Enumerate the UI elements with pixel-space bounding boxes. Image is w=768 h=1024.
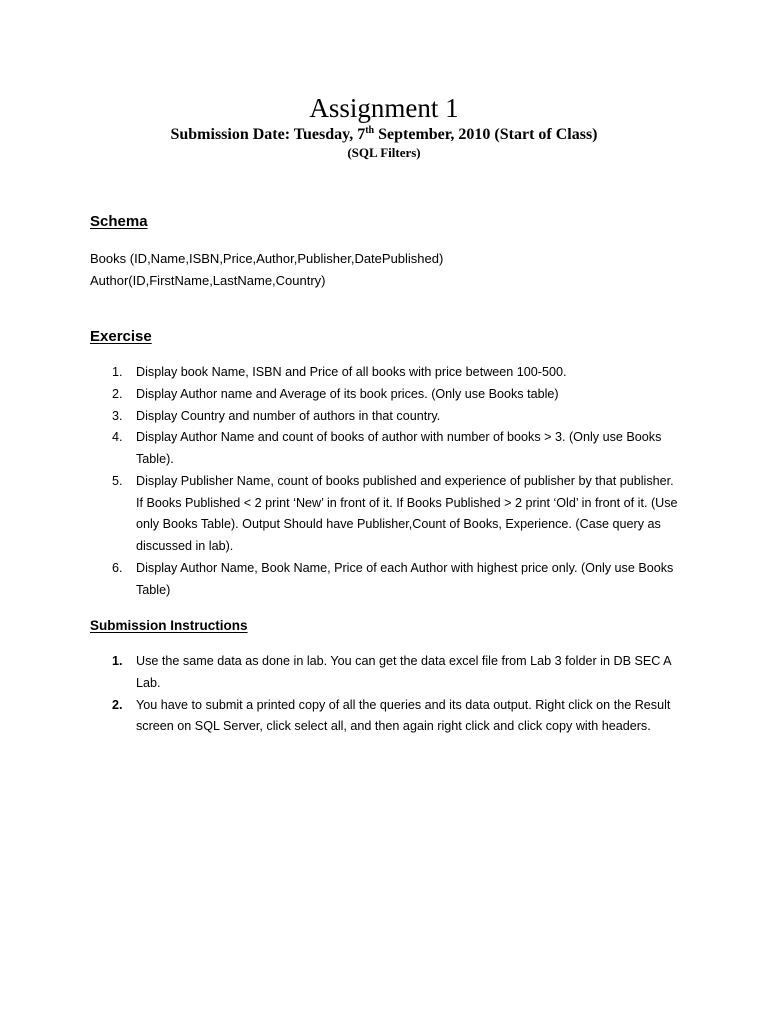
submission-date: [0, 124, 768, 146]
exercise-item: [0, 362, 682, 384]
exercise-item-number: 2.: [112, 386, 123, 401]
submission-date-prefix: Submission Date: Tuesday, 7: [170, 126, 366, 143]
submission-item-text: You have to submit a printed copy of all the queries and its data output. Right click on the Result screen on SQL Server, click select all, and then again right click and click copy with headers.: [136, 697, 671, 734]
submission-heading: Submission Instructions: [90, 618, 248, 633]
exercise-item-number: 3.: [112, 408, 123, 423]
exercise-list: [0, 362, 768, 601]
exercise-item-text: Display Publisher Name, count of books published and experience of publisher by that publisher. If Books Published < 2 print ‘New’ in front of it. If Books Published > 2 print ‘Old’ in front of it. (Use only Books Table). Output Should have Publisher,Count of Books, Experience. (Case query as discussed in lab).: [136, 473, 678, 553]
exercise-item-text: Display Author Name and count of books of author with number of books > 3. (Only use Books Table).: [136, 430, 662, 466]
exercise-item: [0, 384, 682, 406]
exercise-item: [0, 427, 682, 471]
exercise-item-text: Display Author Name, Book Name, Price of each Author with highest price only. (Only use Books Table): [136, 560, 674, 597]
exercise-item-text: Display book Name, ISBN and Price of all books with price between 100-500.: [136, 365, 567, 379]
submission-date-suffix: September, 2010 (Start of Class): [374, 126, 598, 143]
exercise-item: [0, 406, 682, 428]
submission-item: [0, 695, 682, 739]
exercise-item-text: Display Author name and Average of its book prices. (Only use Books table): [136, 386, 559, 401]
submission-item-number: 2.: [112, 697, 123, 712]
exercise-item-number: 6.: [112, 560, 123, 575]
submission-date-superscript: th: [365, 125, 375, 136]
document-title: Assignment 1: [309, 93, 459, 123]
schema-heading: Schema: [90, 213, 148, 230]
exercise-item: [0, 471, 682, 558]
schema-author-line: Author(ID,FirstName,LastName,Country): [90, 273, 326, 288]
assignment-topic: (SQL Filters): [347, 145, 421, 160]
exercise-item-text: Display Country and number of authors in that country.: [136, 408, 441, 423]
exercise-item-number: 5.: [112, 473, 123, 488]
submission-item-number: 1.: [112, 654, 123, 668]
submission-item: [0, 651, 682, 695]
exercise-item: [0, 558, 682, 602]
exercise-item-number: 4.: [112, 430, 123, 445]
schema-books-line: Books (ID,Name,ISBN,Price,Author,Publisher,DatePublished): [90, 251, 444, 266]
submission-list: [0, 651, 768, 738]
exercise-item-number: 1.: [112, 365, 123, 379]
submission-item-text: Use the same data as done in lab. You can get the data excel file from Lab 3 folder in DB SEC A Lab.: [136, 654, 671, 690]
exercise-heading: Exercise: [90, 328, 152, 345]
